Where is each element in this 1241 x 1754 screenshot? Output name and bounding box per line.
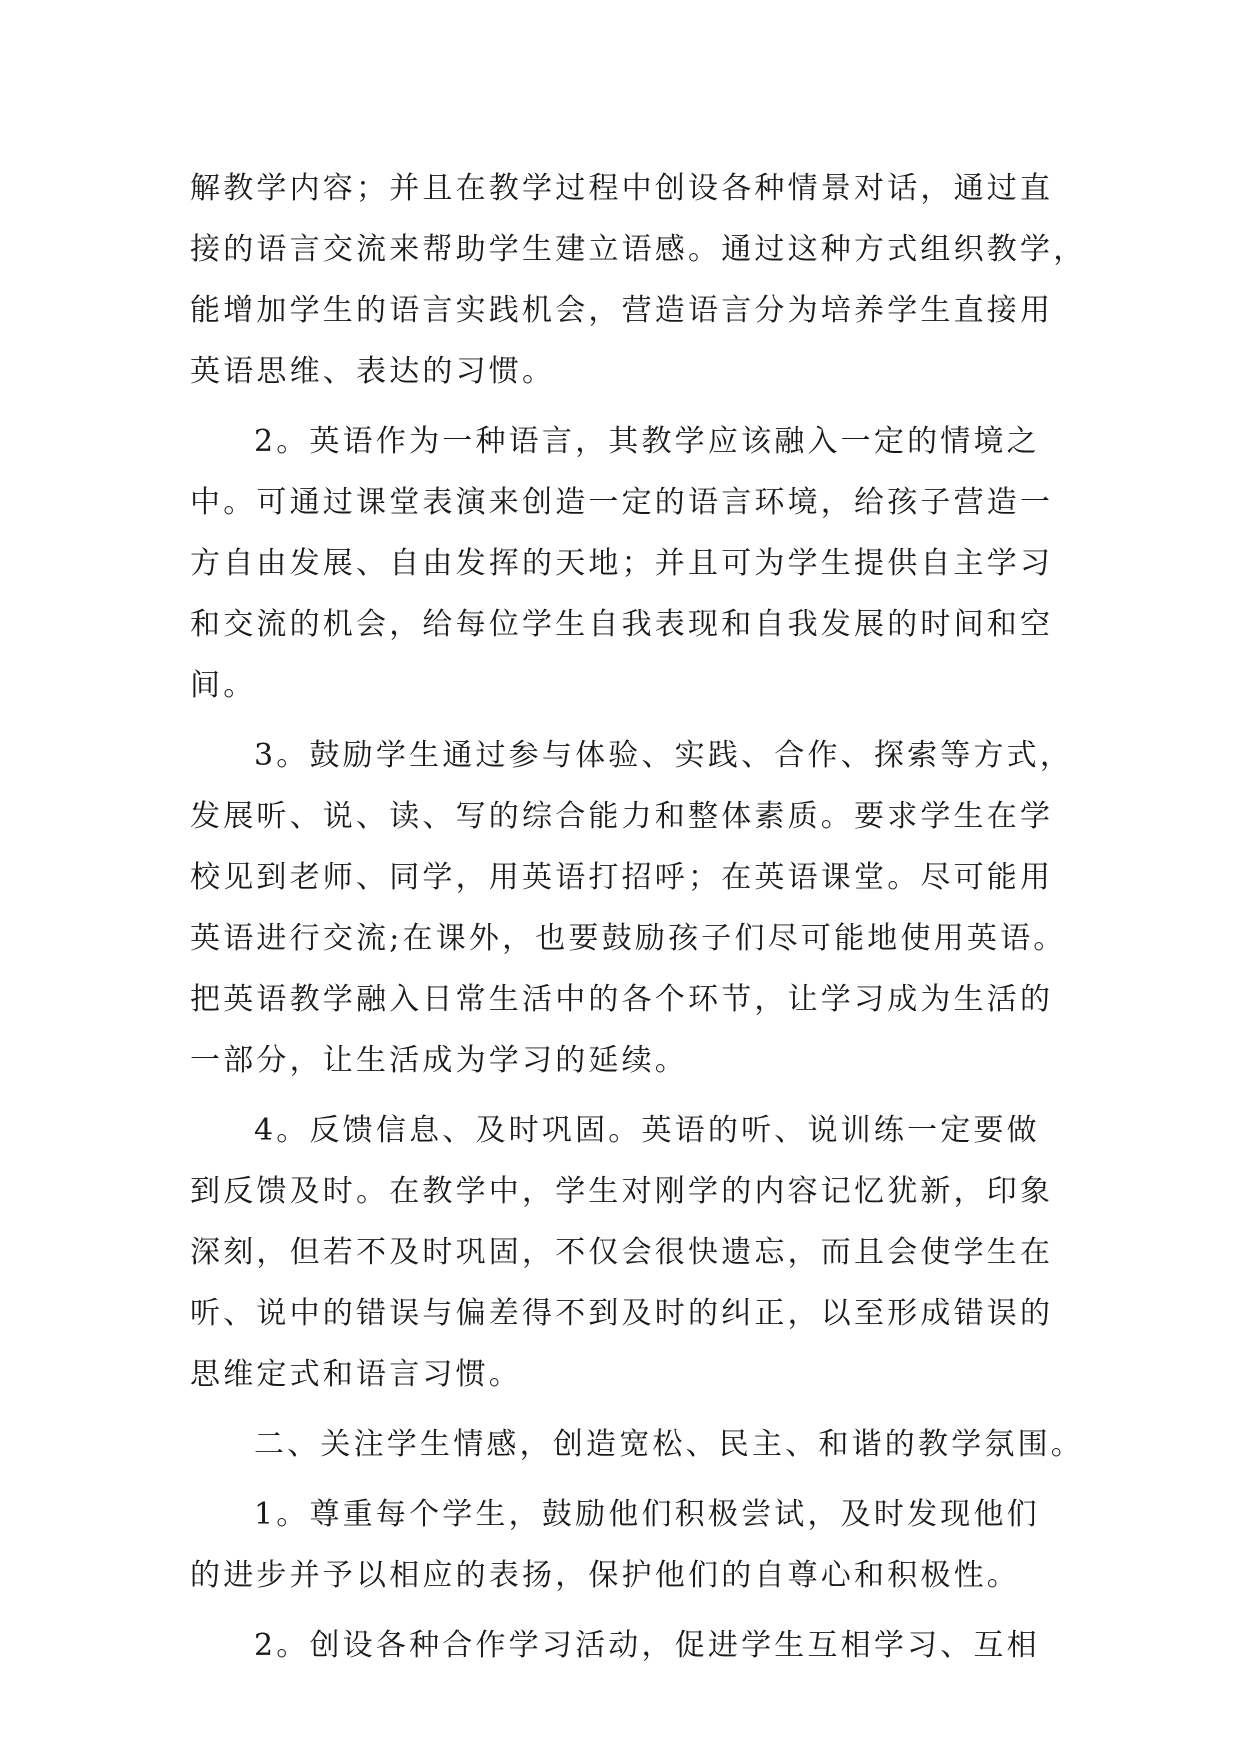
paragraph <box>190 1100 1090 1405</box>
text-line: 把英语教学融入日常生活中的各个环节，让学习成为生活的 <box>190 982 1054 1017</box>
text-line: 校见到老师、同学，用英语打招呼；在英语课堂。尽可能用 <box>190 860 1054 895</box>
text-line: 发展听、说、读、写的综合能力和整体素质。要求学生在学 <box>190 799 1054 834</box>
text-line: 方自由发展、自由发挥的天地；并且可为学生提供自主学习 <box>190 546 1054 581</box>
text-line: 的进步并予以相应的表扬，保护他们的自尊心和积极性。 <box>190 1558 1020 1593</box>
paragraph <box>190 411 1090 716</box>
text-line: 中。可通过课堂表演来创造一定的语言环境，给孩子营造一 <box>190 485 1054 520</box>
text-line: 2。英语作为一种语言，其教学应该融入一定的情境之 <box>254 424 1040 459</box>
text-line: 接的语言交流来帮助学生建立语感。通过这种方式组织教学， <box>190 232 1087 267</box>
text-line: 2。创设各种合作学习活动，促进学生互相学习、互相 <box>254 1628 1040 1663</box>
text-line: 4。反馈信息、及时巩固。英语的听、说训练一定要做 <box>254 1113 1040 1148</box>
body-text <box>190 158 1090 1676</box>
text-line: 间。 <box>190 668 257 703</box>
text-line: 英语思维、表达的习惯。 <box>190 354 556 389</box>
text-line: 和交流的机会，给每位学生自我表现和自我发展的时间和空 <box>190 607 1054 642</box>
text-line: 听、说中的错误与偏差得不到及时的纠正，以至形成错误的 <box>190 1296 1054 1331</box>
text-line: 1。尊重每个学生，鼓励他们积极尝试，及时发现他们 <box>254 1497 1040 1532</box>
text-line: 解教学内容；并且在教学过程中创设各种情景对话，通过直 <box>190 171 1054 206</box>
text-line: 一部分，让生活成为学习的延续。 <box>190 1043 688 1078</box>
section-heading <box>190 1414 1090 1475</box>
text-line: 到反馈及时。在教学中，学生对刚学的内容记忆犹新，印象 <box>190 1174 1054 1209</box>
text-line: 思维定式和语言习惯。 <box>190 1357 522 1392</box>
paragraph <box>190 1484 1090 1606</box>
paragraph <box>190 725 1090 1091</box>
paragraph <box>190 1615 1090 1676</box>
text-line: 3。鼓励学生通过参与体验、实践、合作、探索等方式， <box>254 738 1074 773</box>
text-line: 深刻，但若不及时巩固，不仅会很快遗忘，而且会使学生在 <box>190 1235 1054 1270</box>
text-line: 能增加学生的语言实践机会，营造语言分为培养学生直接用 <box>190 293 1054 328</box>
text-line: 英语进行交流;在课外，也要鼓励孩子们尽可能地使用英语。 <box>190 921 1067 956</box>
paragraph <box>190 158 1090 402</box>
text-line: 二、关注学生情感，创造宽松、民主、和谐的教学氛围。 <box>254 1427 1084 1462</box>
